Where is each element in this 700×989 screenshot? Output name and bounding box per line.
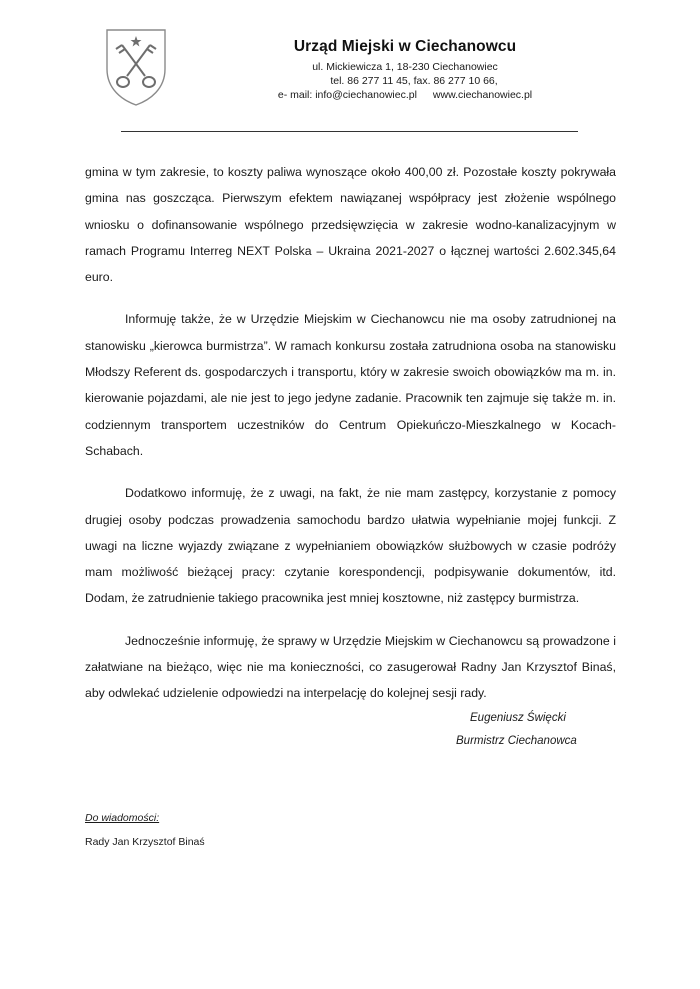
- office-website: www.ciechanowiec.pl: [432, 89, 533, 101]
- office-email: e- mail: info@ciechanowiec.pl: [277, 89, 417, 101]
- signatory-title: Burmistrz Ciechanowca: [456, 735, 577, 747]
- office-contact-line: [255, 88, 555, 102]
- office-name: Urząd Miejski w Ciechanowcu: [293, 38, 517, 55]
- distribution-recipient: Rady Jan Krzysztof Binaś: [85, 836, 205, 848]
- letter-body: [85, 159, 616, 723]
- coat-of-arms-crossed-keys-icon: [104, 27, 168, 107]
- body-paragraph: gmina w tym zakresie, to koszty paliwa wynoszące około 400,00 zł. Pozostałe koszty pokrywała gmina nas goszcząca. Pierwszym efektem nawiązanej współpracy jest złożenie wspólnego wniosku o dofinansowanie wspólnego przedsięwzięcia w zakresie wodno-kanalizacyjnym w ramach Programu Interreg NEXT Polska – Ukraina 2021-2027 o łącznej wartości 2.602.345,64 euro.: [85, 165, 616, 285]
- header-divider: [121, 131, 578, 132]
- office-address: ul. Mickiewicza 1, 18-230 Ciechanowiec: [312, 61, 498, 73]
- letterhead: [255, 38, 555, 102]
- distribution-label: Do wiadomości:: [85, 812, 160, 824]
- office-phone: tel. 86 277 11 45, fax. 86 277 10 66,: [330, 75, 498, 87]
- distribution-list: [85, 806, 205, 854]
- body-paragraph: Informuję także, że w Urzędzie Miejskim w Ciechanowcu nie ma osoby zatrudnionej na stanowisku „kierowca burmistrza”. W ramach konkursu została zatrudniona osoba na stanowisku Młodszy Referent ds. gospodarczych i transportu, który w zakresie swoich obowiązków ma m. in. kierowanie pojazdami, ale nie jest to jego jedyne zadanie. Pracownik ten zajmuje się także m. in. codziennym transportem uczestników do Centrum Opiekuńczo-Mieszkalnego w Kocach-Schabach.: [85, 312, 616, 458]
- signatory-name: Eugeniusz Święcki: [470, 712, 566, 724]
- body-paragraph: Jednocześnie informuję, że sprawy w Urzędzie Miejskim w Ciechanowcu są prowadzone i załatwiane na bieżąco, więc nie ma konieczności, co zasugerował Radny Jan Krzysztof Binaś, aby odwlekać udzielenie odpowiedzi na interpelację do kolejnej sesji rady.: [85, 633, 616, 701]
- signature-block: [440, 707, 600, 753]
- body-paragraph: Dodatkowo informuję, że z uwagi, na fakt, że nie mam zastępcy, korzystanie z pomocy drugiej osoby podczas prowadzenia samochodu bardzo ułatwia wypełnianie mojej funkcji. Z uwagi na liczne wyjazdy związane z wypełnianiem obowiązków służbowych w czasie podróży mam możliwość bieżącej pracy: czytanie korespondencji, podpisywanie dokumentów, itd. Dodam, że zatrudnienie takiego pracownika jest mniej kosztowne, niż zastępcy burmistrza.: [85, 486, 616, 606]
